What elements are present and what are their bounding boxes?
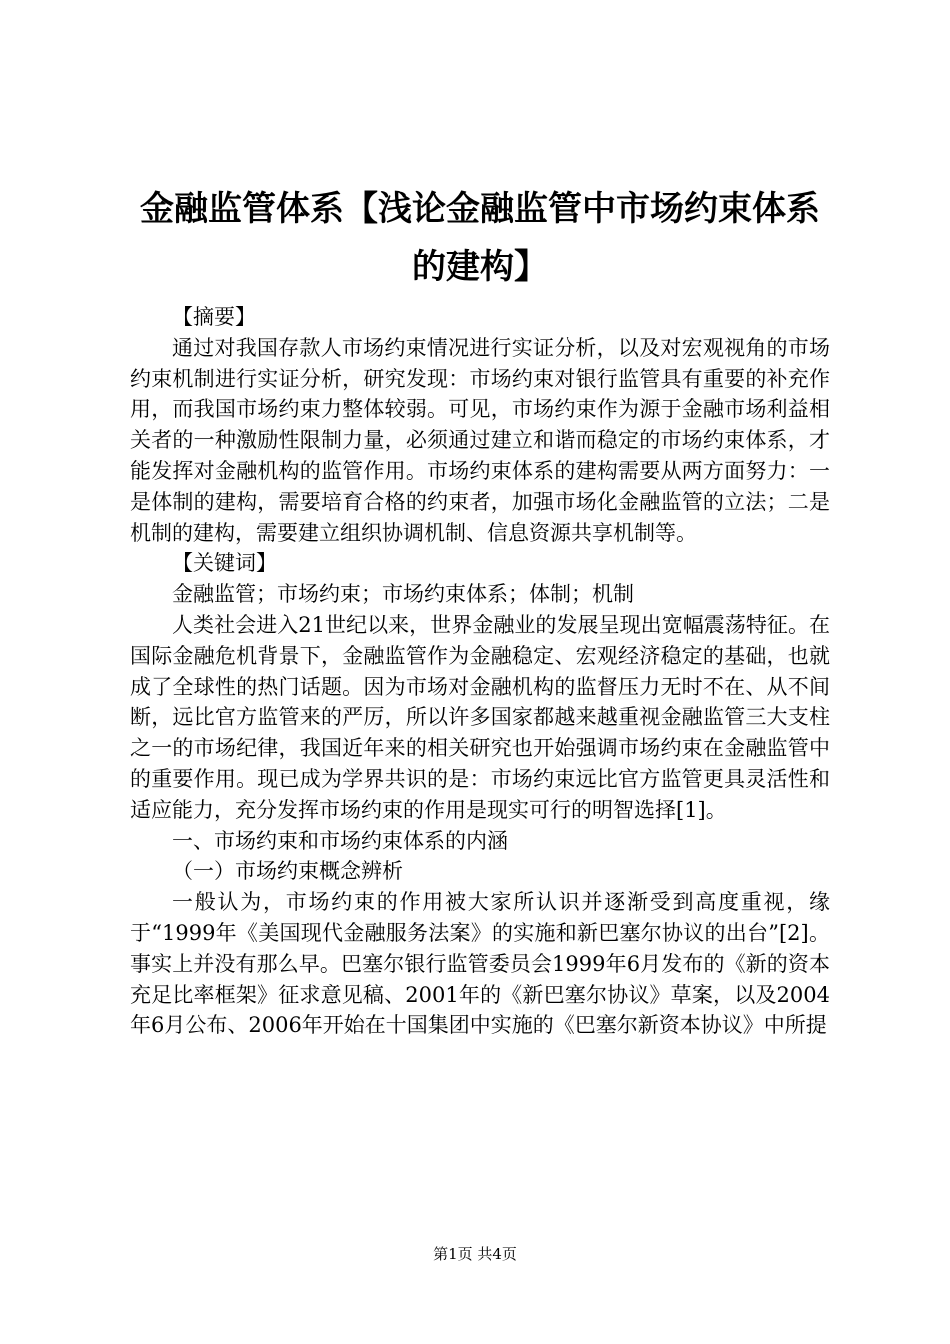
section-heading: 一、市场约束和市场约束体系的内涵 [172,828,508,853]
document-title: 金融监管体系【浅论金融监管中市场约束体系的建构】 [140,189,820,287]
intro-paragraph: 人类社会进入21世纪以来，世界金融业的发展呈现出宽幅震荡特征。在国际金融危机背景下，金融监管作为金融稳定、宏观经济稳定的基础，也就成了全球性的热门话题。因为市场对金融机构的监督压力无时不在、从不间断，远比官方监管来的严厉，所以许多国家都越来越重视金融监管三大支柱之一的市场纪律，我国近年来的相关研究也开始强调市场约束在金融监管中的重要作用。现已成为学界共识的是：市场约束远比官方监管更具灵活性和适应能力，充分发挥市场约束的作用是现实可行的明智选择[1]。 [130,612,830,822]
document-page [130,180,830,1041]
subsection-heading: （一）市场约束概念辨析 [172,859,403,884]
body-paragraph: 一般认为，市场约束的作用被大家所认识并逐渐受到高度重视，缘于“1999年《美国现代金融服务法案》的实施和新巴塞尔协议的出台”[2]。事实上并没有那么早。巴塞尔银行监管委员会1999年6月发布的《新的资本充足比率框架》征求意见稿、2001年的《新巴塞尔协议》草案，以及2004年6月公布、2006年开始在十国集团中实施的《巴塞尔新资本协议》中所提 [130,890,830,1038]
abstract-paragraph: 通过对我国存款人市场约束情况进行实证分析，以及对宏观视角的市场约束机制进行实证分析，研究发现：市场约束对银行监管具有重要的补充作用，而我国市场约束力整体较弱。可见，市场约束作为源于金融市场利益相关者的一种激励性限制力量，必须通过建立和谐而稳定的市场约束体系，才能发挥对金融机构的监管作用。市场约束体系的建构需要从两方面努力：一是体制的建构，需要培育合格的约束者，加强市场化金融监管的立法；二是机制的建构，需要建立组织协调机制、信息资源共享机制等。 [130,335,830,545]
keywords-heading: 【关键词】 [172,551,277,576]
document-body [130,302,830,1041]
abstract-heading: 【摘要】 [172,305,256,329]
page-footer: 第1页 共4页 [433,1245,517,1263]
keywords-paragraph: 金融监管；市场约束；市场约束体系；体制；机制 [172,582,634,607]
